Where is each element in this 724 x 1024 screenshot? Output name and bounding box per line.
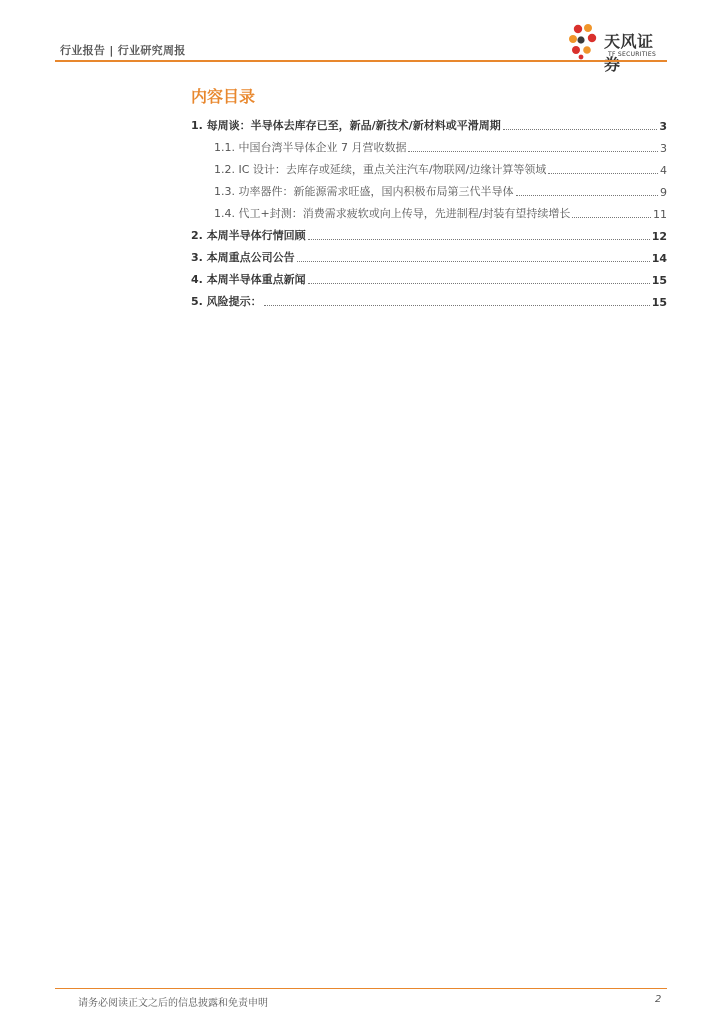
toc-leader-dots (516, 195, 659, 196)
toc-entry-1-3[interactable] (191, 177, 667, 199)
toc-entry-text: 5. 风险提示： (191, 295, 262, 308)
toc-entry-page: 15 (651, 296, 667, 309)
toc-entry-page: 15 (651, 274, 667, 287)
logo-name-en: TF SECURITIES (608, 51, 657, 58)
toc-entry-1-2[interactable] (191, 155, 667, 177)
toc-entry-text: 1.1. 中国台湾半导体企业 7 月营收数据 (214, 141, 407, 154)
toc-entry-page: 3 (659, 120, 667, 133)
toc-leader-dots (548, 173, 658, 174)
toc-entry-1[interactable] (191, 111, 667, 133)
toc-entry-text: 4. 本周半导体重点新闻 (191, 273, 306, 286)
toc-entry-text: 1.3. 功率器件：新能源需求旺盛，国内积极布局第三代半导体 (214, 185, 514, 198)
toc-entry-page: 4 (660, 164, 667, 177)
toc-leader-dots (572, 217, 651, 218)
table-of-contents (191, 111, 667, 309)
logo-name-cn: 天风证券 (604, 32, 654, 74)
toc-leader-dots (264, 305, 650, 306)
header-divider (55, 60, 667, 62)
toc-entry-text: 1. 每周谈：半导体去库存已至，新品/新技术/新材料或平滑周期 (191, 119, 501, 132)
toc-entry-text: 2. 本周半导体行情回顾 (191, 229, 306, 242)
toc-entry-text: 1.2. IC 设计：去库存或延续，重点关注汽车/物联网/边缘计算等领域 (214, 163, 547, 176)
toc-leader-dots (308, 283, 650, 284)
flower-logo-icon (568, 22, 602, 60)
toc-leader-dots (503, 129, 658, 130)
toc-entry-5[interactable] (191, 287, 667, 309)
toc-entry-page: 12 (651, 230, 667, 243)
toc-leader-dots (308, 239, 650, 240)
toc-entry-text: 1.4. 代工+封测：消费需求疲软或向上传导，先进制程/封装有望持续增长 (214, 207, 571, 220)
toc-entry-page: 3 (660, 142, 667, 155)
footer-disclaimer: 请务必阅读正文之后的信息披露和免责申明 (78, 998, 268, 1009)
toc-entry-page: 14 (651, 252, 667, 265)
toc-entry-text: 3. 本周重点公司公告 (191, 251, 295, 264)
company-logo (568, 22, 668, 74)
toc-entry-2[interactable] (191, 221, 667, 243)
page-number: 2 (655, 994, 662, 1005)
toc-entry-4[interactable] (191, 265, 667, 287)
toc-entry-1-4[interactable] (191, 199, 667, 221)
toc-entry-page: 11 (653, 208, 667, 221)
toc-entry-page: 9 (660, 186, 667, 199)
toc-entry-3[interactable] (191, 243, 667, 265)
toc-entry-1-1[interactable] (191, 133, 667, 155)
report-type-label: 行业报告 | 行业研究周报 (60, 44, 186, 57)
toc-title: 内容目录 (191, 87, 256, 106)
footer-divider (55, 988, 667, 989)
toc-leader-dots (297, 261, 650, 262)
toc-leader-dots (408, 151, 658, 152)
